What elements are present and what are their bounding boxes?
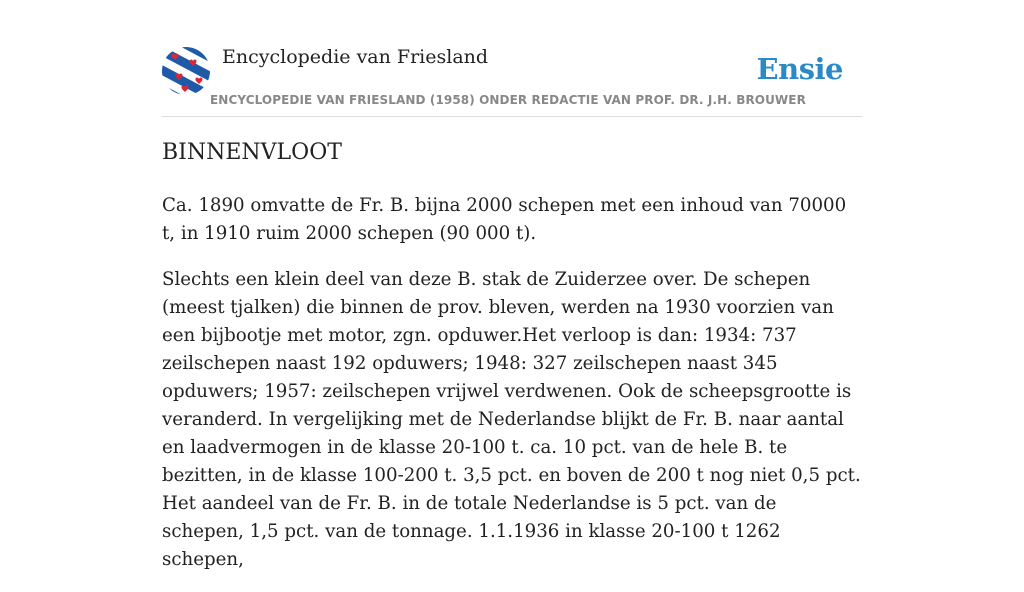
friesland-flag-icon[interactable] — [162, 47, 210, 95]
page-title: BINNENVLOOT — [162, 140, 342, 165]
entry-paragraph: Slechts een klein deel van deze B. stak de Zuiderzee over. De schepen (meest tjalken) die binnen de prov. bleven, werden na 1930 voorzien van een bijbootje met motor, zgn. opduwer.Het verloop is dan: 1934: 737 zeilschepen naast 192 opduwers; 1948: 327 zeilschepen naast 345 opduwers; 1957: zeilschepen vrijwel verdwenen. Ook de scheepsgrootte is veranderd. In vergelijking met de Nederlandse blijkt de Fr. B. naar aantal en laadvermogen in de klasse 20-100 t. ca. 10 pct. van de hele B. te bezitten, in de klasse 100-200 t. 3,5 pct. en boven de 200 t nog niet 0,5 pct. Het aandeel van de Fr. B. in de totale Nederlandse is 5 pct. van de schepen, 1,5 pct. van de tonnage. 1.1.1936 in klasse 20-100 t 1262 schepen, — [162, 269, 861, 570]
brand-logo[interactable]: Ensie — [756, 52, 843, 86]
logo-svg — [162, 47, 210, 95]
entry-content — [162, 192, 864, 592]
site-title[interactable]: Encyclopedie van Friesland — [222, 46, 489, 68]
site-header — [162, 44, 862, 117]
entry-paragraph: Ca. 1890 omvatte de Fr. B. bijna 2000 schepen met een inhoud van 70000 t, in 1910 ruim 2000 schepen (90 000 t). — [162, 195, 847, 244]
site-subtitle: ENCYCLOPEDIE VAN FRIESLAND (1958) ONDER REDACTIE VAN PROF. DR. J.H. BROUWER — [210, 93, 806, 107]
